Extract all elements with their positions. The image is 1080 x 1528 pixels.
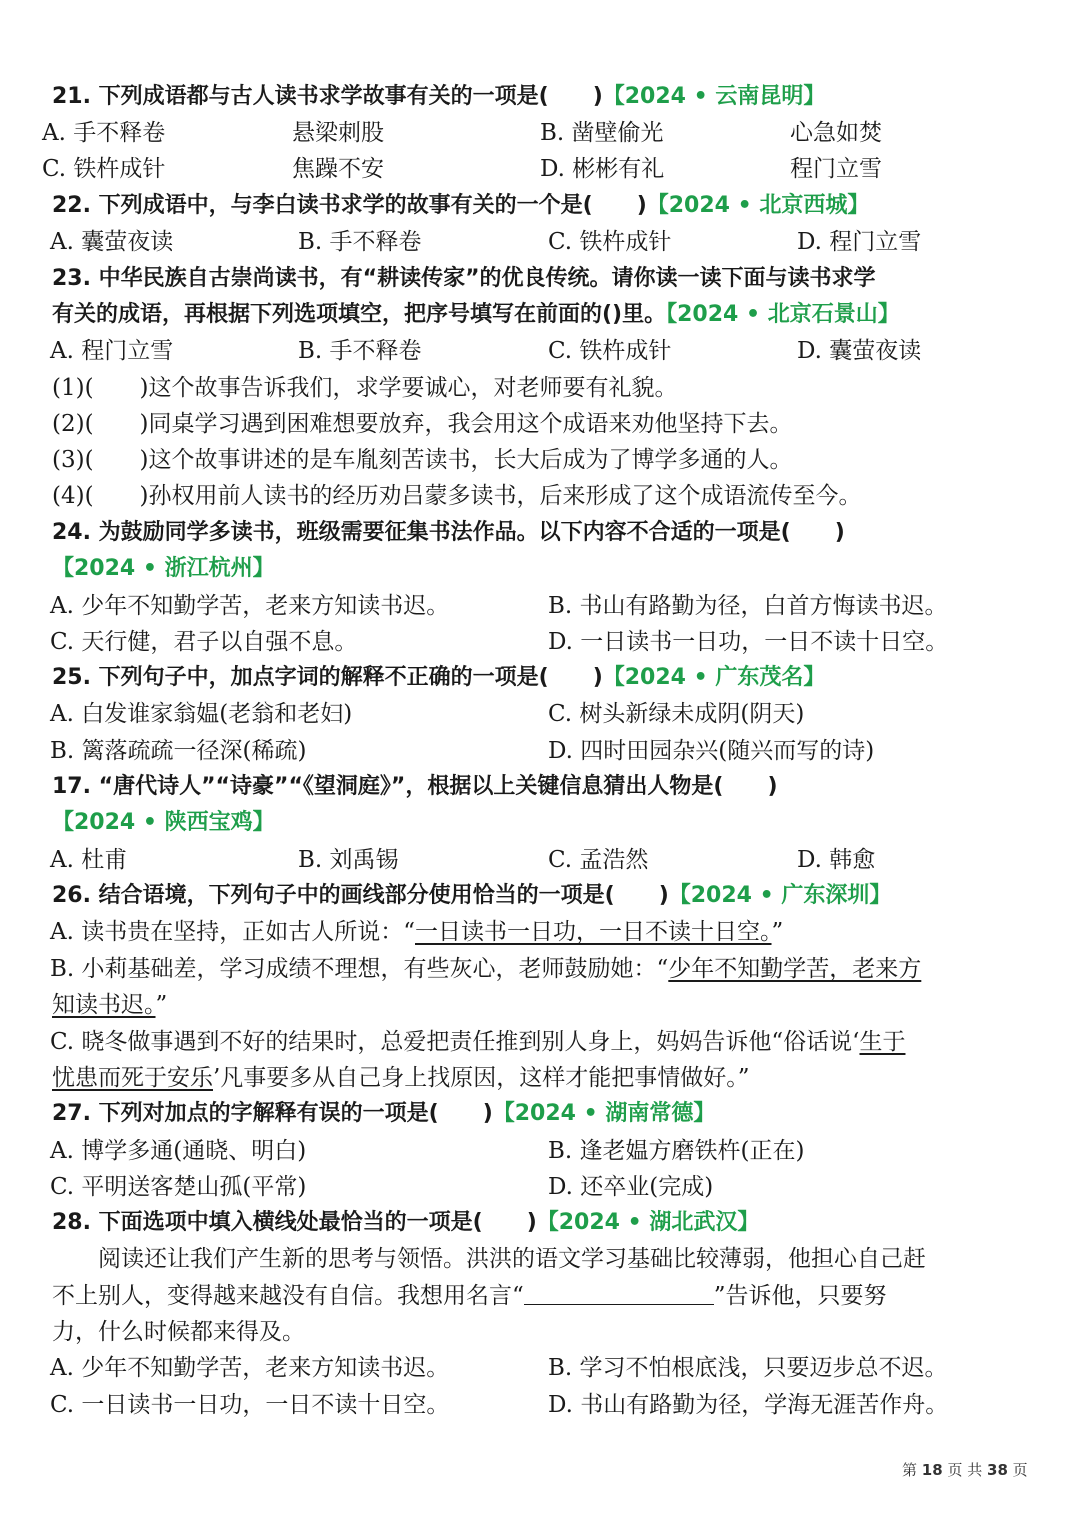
q28-passage-line-1	[0, 1241, 1080, 1277]
page-number-footer: 第 18 页 共 38 页	[902, 1461, 1028, 1479]
option-c: C. 一日读书一日功，一日不读十日空。	[50, 1392, 450, 1418]
option-d: D. 书山有路勤为径，学海无涯苦作舟。	[548, 1392, 949, 1418]
option-c: C. 孟浩然	[548, 847, 649, 873]
q23-options	[0, 333, 1080, 369]
source-tag: 【2024 • 广东茂名】	[602, 665, 826, 690]
option-d: D. 程门立雪	[797, 229, 922, 255]
q22-stem-line	[0, 188, 1080, 224]
underlined-text: 知读书迟。	[52, 992, 156, 1018]
sub-question: (1)( )这个故事告诉我们，求学要诚心，对老师要有礼貌。	[52, 375, 678, 401]
option-d: D. 囊萤夜读	[797, 338, 922, 364]
option-d: D. 还卒业(完成)	[548, 1174, 714, 1200]
option-b: B. 小莉基础差，学习成绩不理想，有些灰心，老师鼓励她：“少年不知勤学苦，老来方	[50, 956, 922, 982]
option-a: A. 读书贵在坚持，正如古人所说：“一日读书一日功，一日不读十日空。”	[50, 919, 784, 945]
option-a: A. 手不释卷	[42, 120, 166, 146]
underlined-text: 一日读书一日功，一日不读十日空。	[415, 919, 772, 945]
option-d-second: 程门立雪	[790, 156, 882, 182]
source-tag: 【2024 • 北京石景山】	[666, 302, 900, 327]
option-d: D. 韩愈	[797, 847, 876, 873]
option-c-continued: 忧患而死于安乐’凡事要多从自己身上找原因，这样才能把事情做好。”	[52, 1065, 750, 1091]
question-stem: 25. 下列句子中，加点字词的解释不正确的一项是( )【2024 • 广东茂名】	[52, 665, 826, 690]
option-b-continued: 知读书迟。”	[52, 992, 168, 1018]
q21-stem-line	[0, 79, 1080, 115]
q24-stem-line	[0, 515, 1080, 551]
question-stem: 26. 结合语境，下列句子中的画线部分使用恰当的一项是( )【2024 • 广东深圳】	[52, 883, 892, 908]
q25-options-bd	[0, 733, 1080, 769]
option-a: A. 博学多通(通晓、明白)	[50, 1138, 307, 1164]
option-c: C. 平明送客楚山孤(平常)	[50, 1174, 307, 1200]
sub-question: (4)( )孙权用前人读书的经历劝吕蒙多读书，后来形成了这个成语流传至今。	[52, 483, 862, 509]
q17-options	[0, 842, 1080, 878]
source-tag: 【2024 • 广东深圳】	[668, 883, 892, 908]
q22-options	[0, 224, 1080, 260]
option-b: B. 学习不怕根底浅，只要迈步总不迟。	[548, 1355, 948, 1381]
question-stem: 22. 下列成语中，与李白读书求学的故事有关的一个是( )【2024 • 北京西城】	[52, 193, 870, 218]
option-a: A. 杜甫	[50, 847, 128, 873]
q26-stem-line	[0, 878, 1080, 914]
underlined-text: 忧患而死于安乐	[52, 1065, 213, 1091]
q27-stem-line	[0, 1096, 1080, 1132]
option-c: C. 铁杵成针	[548, 338, 672, 364]
q21-options-ab	[0, 115, 1080, 151]
q27-options-cd	[0, 1169, 1080, 1205]
option-b-second: 心急如焚	[790, 120, 882, 146]
option-b: B. 逢老媪方磨铁杵(正在)	[548, 1138, 805, 1164]
q21-options-cd	[0, 151, 1080, 187]
option-c: C. 树头新绿未成阴(阴天)	[548, 701, 805, 727]
question-stem: 28. 下面选项中填入横线处最恰当的一项是( )【2024 • 湖北武汉】	[52, 1210, 760, 1235]
q23-stem-line-1	[0, 261, 1080, 297]
option-b: B. 篱落疏疏一径深(稀疏)	[50, 738, 307, 764]
q24-options-ab	[0, 588, 1080, 624]
q28-passage-line-2	[0, 1278, 1080, 1314]
q23-sub-1	[0, 370, 1080, 406]
source-tag: 【2024 • 云南昆明】	[602, 84, 826, 109]
option-a: A. 少年不知勤学苦，老来方知读书迟。	[50, 593, 450, 619]
q27-options-ab	[0, 1133, 1080, 1169]
q26-option-b-line-2	[0, 987, 1080, 1023]
option-d: D. 一日读书一日功，一日不读十日空。	[548, 629, 949, 655]
passage-text: 不上别人，变得越来越没有自信。我想用名言“ ”告诉他，只要努	[52, 1283, 887, 1309]
q26-option-b-line-1	[0, 951, 1080, 987]
option-d: D. 彬彬有礼	[540, 156, 665, 182]
option-a: A. 少年不知勤学苦，老来方知读书迟。	[50, 1355, 450, 1381]
q26-option-c-line-2	[0, 1060, 1080, 1096]
q28-options-ab	[0, 1350, 1080, 1386]
option-c: C. 天行健，君子以自强不息。	[50, 629, 358, 655]
question-stem: 23. 中华民族自古崇尚读书，有“耕读传家”的优良传统。请你读一读下面与读书求学	[52, 266, 876, 291]
current-page: 18	[921, 1461, 943, 1479]
q28-options-cd	[0, 1387, 1080, 1423]
sub-question: (3)( )这个故事讲述的是车胤刻苦读书，长大后成为了博学多通的人。	[52, 447, 793, 473]
option-b: B. 手不释卷	[298, 229, 422, 255]
question-stem-continued: 有关的成语，再根据下列选项填空，把序号填写在前面的()里。【2024 • 北京石景山】	[52, 302, 900, 327]
q23-sub-4	[0, 478, 1080, 514]
option-a: A. 程门立雪	[50, 338, 174, 364]
sub-question: (2)( )同桌学习遇到困难想要放弃，我会用这个成语来劝他坚持下去。	[52, 411, 793, 437]
q28-stem-line	[0, 1205, 1080, 1241]
source-tag: 【2024 • 湖南常德】	[492, 1101, 716, 1126]
source-tag: 【2024 • 浙江杭州】	[52, 556, 275, 581]
option-d: D. 四时田园杂兴(随兴而写的诗)	[548, 738, 875, 764]
question-stem: 17. “唐代诗人”“诗豪”“《望洞庭》”，根据以上关键信息猜出人物是( )	[52, 774, 778, 799]
underlined-text: 少年不知勤学苦，老来方	[668, 956, 922, 982]
option-c-second: 焦躁不安	[292, 156, 384, 182]
q25-stem-line	[0, 660, 1080, 696]
q26-option-a	[0, 914, 1080, 950]
source-tag: 【2024 • 北京西城】	[646, 193, 870, 218]
option-c: C. 晓冬做事遇到不好的结果时，总爱把责任推到别人身上，妈妈告诉他“俗话说‘生于	[50, 1029, 906, 1055]
option-c: C. 铁杵成针	[42, 156, 166, 182]
q25-options-ac	[0, 696, 1080, 732]
q24-source-line	[0, 551, 1080, 587]
q26-option-c-line-1	[0, 1024, 1080, 1060]
option-b: B. 手不释卷	[298, 338, 422, 364]
option-b: B. 刘禹锡	[298, 847, 399, 873]
option-a-second: 悬梁刺股	[292, 120, 384, 146]
option-a: A. 白发谁家翁媪(老翁和老妇)	[50, 701, 353, 727]
q23-stem-line-2	[0, 297, 1080, 333]
q23-sub-2	[0, 406, 1080, 442]
option-b: B. 凿壁偷光	[540, 120, 664, 146]
passage-text: 力，什么时候都来得及。	[52, 1319, 305, 1345]
question-stem: 27. 下列对加点的字解释有误的一项是( )【2024 • 湖南常德】	[52, 1101, 716, 1126]
q17-source-line	[0, 805, 1080, 841]
option-c: C. 铁杵成针	[548, 229, 672, 255]
source-tag: 【2024 • 陕西宝鸡】	[52, 810, 275, 835]
passage-text: 阅读还让我们产生新的思考与领悟。洪洪的语文学习基础比较薄弱，他担心自己赶	[98, 1246, 926, 1272]
source-tag: 【2024 • 湖北武汉】	[536, 1210, 760, 1235]
question-stem: 21. 下列成语都与古人读书求学故事有关的一项是( )【2024 • 云南昆明】	[52, 84, 826, 109]
underlined-text: 生于	[859, 1029, 906, 1055]
option-a: A. 囊萤夜读	[50, 229, 174, 255]
option-b: B. 书山有路勤为径，白首方悔读书迟。	[548, 593, 948, 619]
q23-sub-3	[0, 442, 1080, 478]
q24-options-cd	[0, 624, 1080, 660]
question-stem: 24. 为鼓励同学多读书，班级需要征集书法作品。以下内容不合适的一项是( )	[52, 520, 845, 545]
fill-blank-line	[524, 1282, 714, 1305]
q28-passage-line-3	[0, 1314, 1080, 1350]
total-pages: 38	[987, 1461, 1008, 1479]
q17-stem-line	[0, 769, 1080, 805]
